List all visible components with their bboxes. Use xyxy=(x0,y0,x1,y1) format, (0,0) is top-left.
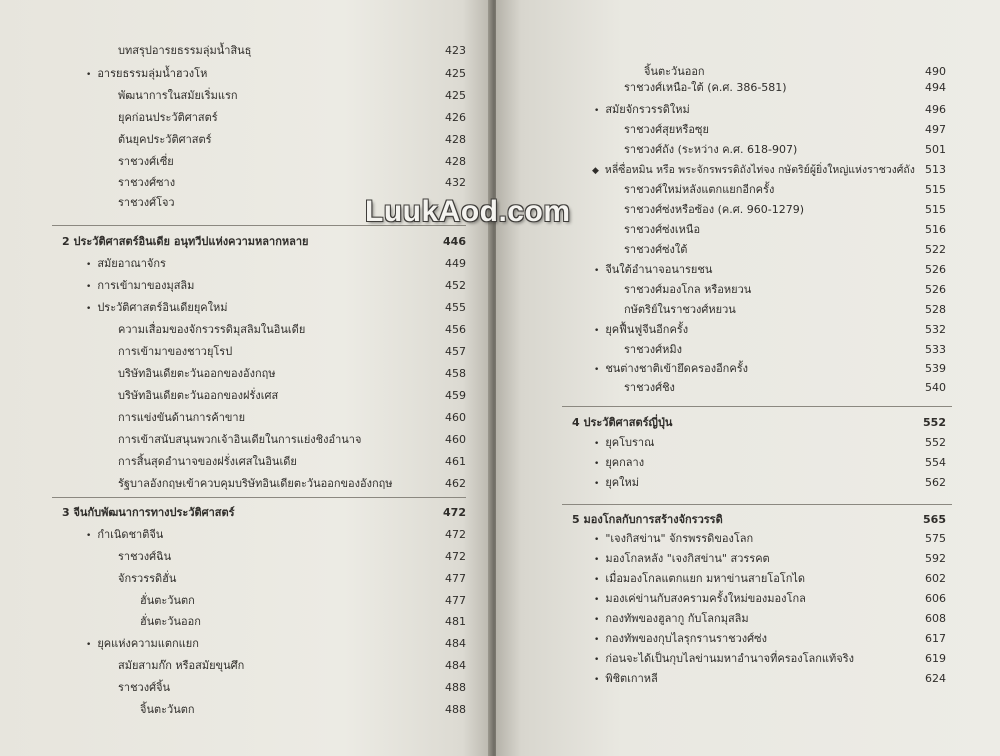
section-divider xyxy=(52,497,466,498)
toc-entry-page: 494 xyxy=(925,81,946,94)
bullet-icon: • xyxy=(594,675,600,685)
toc-entry-title: ความเสื่อมของจักรวรรดิมุสลิมในอินเดีย xyxy=(118,323,306,336)
toc-entry xyxy=(118,430,466,450)
toc-entry xyxy=(118,547,466,567)
bullet-icon: • xyxy=(594,365,600,375)
toc-entry-page: 488 xyxy=(445,681,466,694)
toc-entry xyxy=(594,473,974,493)
toc-entry-page: 562 xyxy=(925,476,946,489)
toc-entry-title: ยุคแห่งความแตกแยก xyxy=(97,637,199,650)
toc-entry xyxy=(86,298,466,318)
chapter-title: 5 มองโกลกับการสร้างจักรวรรดิ xyxy=(572,513,723,526)
bullet-icon: • xyxy=(86,282,92,292)
toc-entry-title: การแข่งขันด้านการค้าขาย xyxy=(118,411,246,424)
toc-entry xyxy=(140,612,466,632)
toc-entry-title: มองโกลหลัง "เจงกิสข่าน" สวรรคต xyxy=(605,552,770,565)
toc-entry xyxy=(86,254,466,274)
toc-entry-page: 432 xyxy=(445,176,466,189)
section-divider xyxy=(562,504,952,505)
toc-entry xyxy=(86,634,466,654)
bullet-icon: • xyxy=(594,615,600,625)
bullet-icon: • xyxy=(594,595,600,605)
toc-entry-title: กองทัพของกุบไลรุกรานราชวงศ์ซ่ง xyxy=(605,632,767,645)
toc-entry-title: ราชวงศ์ซ่งหรือซ้อง (ค.ศ. 960-1279) xyxy=(624,203,804,216)
section-divider xyxy=(562,406,952,407)
toc-entry-page: 456 xyxy=(445,323,466,336)
bullet-icon: • xyxy=(86,260,92,270)
toc-entry-title: ราชวงศ์ซ่งใต้ xyxy=(624,243,688,256)
toc-entry-page: 488 xyxy=(445,703,466,716)
bullet-icon: • xyxy=(86,531,92,541)
toc-entry-title: ราชวงศ์สุยหรือซุย xyxy=(624,123,709,136)
toc-entry-page: 592 xyxy=(925,552,946,565)
toc-entry-page: 617 xyxy=(925,632,946,645)
toc-entry-page: 624 xyxy=(925,672,946,685)
toc-entry-title: ยุคใหม่ xyxy=(605,476,639,489)
toc-entry-title: ราชวงศ์ถัง (ระหว่าง ค.ศ. 618-907) xyxy=(624,143,798,156)
toc-entry xyxy=(118,86,466,106)
toc-entry-title: สมัยอาณาจักร xyxy=(97,257,166,270)
toc-entry-page: 526 xyxy=(925,283,946,296)
toc-entry-page: 423 xyxy=(445,44,466,57)
bullet-icon: • xyxy=(594,635,600,645)
bullet-icon: • xyxy=(594,266,600,276)
toc-entry-page: 462 xyxy=(445,477,466,490)
bullet-icon: • xyxy=(594,655,600,665)
toc-entry-title: ราชวงศ์ฉิน xyxy=(118,550,172,563)
toc-entry-title: มองเค่ข่านกับสงครามครั้งใหม่ของมองโกล xyxy=(605,592,806,605)
toc-entry xyxy=(118,152,466,172)
toc-entry-page: 455 xyxy=(445,301,466,314)
toc-entry-page: 472 xyxy=(445,550,466,563)
toc-entry-page: 516 xyxy=(925,223,946,236)
toc-entry-title: จักรวรรดิฮั่น xyxy=(118,572,177,585)
toc-entry-title: ยุคโบราณ xyxy=(605,436,655,449)
chapter-heading xyxy=(572,413,974,433)
toc-entry-page: 554 xyxy=(925,456,946,469)
toc-entry xyxy=(624,140,974,160)
toc-entry-title: ราชวงศ์ใหม่หลังแตกแยกอีกครั้ง xyxy=(624,183,775,196)
toc-entry xyxy=(624,378,974,398)
toc-entry-page: 457 xyxy=(445,345,466,358)
toc-entry-title: ก่อนจะได้เป็นกุบไลข่านมหาอำนาจที่ครองโลกแท้จริง xyxy=(605,652,854,665)
toc-entry xyxy=(624,280,974,300)
toc-entry-title: ราชวงศ์เซี่ย xyxy=(118,155,174,168)
toc-entry-title: บริษัทอินเดียตะวันออกของอังกฤษ xyxy=(118,367,276,380)
toc-entry-page: 513 xyxy=(925,163,946,176)
toc-entry-title: ราชวงศ์ซ่งเหนือ xyxy=(624,223,701,236)
chapter-page: 446 xyxy=(443,235,466,248)
right-page xyxy=(496,0,1000,756)
toc-entry xyxy=(594,529,974,549)
toc-entry xyxy=(118,320,466,340)
toc-entry xyxy=(624,300,974,320)
toc-entry-page: 477 xyxy=(445,594,466,607)
toc-entry-page: 428 xyxy=(445,155,466,168)
toc-entry-title: ราชวงศ์ชิง xyxy=(624,381,675,394)
toc-entry-title: กำเนิดชาติจีน xyxy=(97,528,164,541)
bullet-icon: • xyxy=(594,326,600,336)
toc-entry xyxy=(594,589,974,609)
toc-entry xyxy=(140,591,466,611)
toc-entry-page: 426 xyxy=(445,111,466,124)
toc-entry-title: จิ้นตะวันออก xyxy=(644,65,705,78)
toc-entry-title: การเข้าสนับสนุนพวกเจ้าอินเดียในการแย่งชิงอำนาจ xyxy=(118,433,362,446)
toc-entry-title: เมื่อมองโกลแตกแยก มหาข่านสายโอโกได xyxy=(605,572,806,585)
toc-entry xyxy=(118,342,466,362)
toc-entry-title: พิชิตเกาหลี xyxy=(605,672,658,685)
toc-entry-page: 606 xyxy=(925,592,946,605)
toc-entry-page: 526 xyxy=(925,263,946,276)
toc-entry-title: กษัตริย์ในราชวงศ์หยวน xyxy=(624,303,736,316)
toc-entry-title: ราชวงศ์หมิง xyxy=(624,343,682,356)
bullet-icon: • xyxy=(594,575,600,585)
watermark-logo: LuukAod.com xyxy=(365,195,571,228)
toc-entry-page: 460 xyxy=(445,433,466,446)
toc-entry xyxy=(624,180,974,200)
bullet-icon: • xyxy=(594,106,600,116)
toc-entry xyxy=(118,569,466,589)
toc-entry xyxy=(594,260,974,280)
chapter-title: 3 จีนกับพัฒนาการทางประวัติศาสตร์ xyxy=(62,506,235,519)
toc-entry-title: จิ้นตะวันตก xyxy=(140,703,195,716)
toc-entry-page: 619 xyxy=(925,652,946,665)
toc-entry-page: 460 xyxy=(445,411,466,424)
toc-entry xyxy=(594,359,974,379)
toc-entry-title: การสิ้นสุดอำนาจของฝรั่งเศสในอินเดีย xyxy=(118,455,297,468)
bullet-icon: • xyxy=(86,304,92,314)
toc-entry xyxy=(594,100,974,120)
bullet-icon: • xyxy=(594,535,600,545)
toc-entry xyxy=(624,240,974,260)
toc-entry xyxy=(86,64,466,84)
toc-entry xyxy=(594,669,974,689)
toc-entry-title: หลี่ซื่อหมิน หรือ พระจักรพรรดิถังไท่จง กษัตริย์ผู้ยิ่งใหญ่แห่งราชวงศ์ถัง xyxy=(604,164,915,176)
toc-entry xyxy=(594,453,974,473)
toc-entry xyxy=(118,173,466,193)
toc-entry-page: 515 xyxy=(925,183,946,196)
toc-entry-title: ราชวงศ์เหนือ-ใต้ (ค.ศ. 386-581) xyxy=(624,81,787,94)
toc-entry-title: รัฐบาลอังกฤษเข้าควบคุมบริษัทอินเดียตะวันออกของอังกฤษ xyxy=(118,477,393,490)
toc-entry xyxy=(624,78,974,98)
toc-entry xyxy=(594,609,974,629)
toc-entry xyxy=(118,386,466,406)
toc-entry-page: 532 xyxy=(925,323,946,336)
toc-entry-page: 552 xyxy=(925,436,946,449)
bullet-icon: • xyxy=(594,459,600,469)
toc-entry xyxy=(624,120,974,140)
toc-entry-page: 608 xyxy=(925,612,946,625)
chapter-page: 552 xyxy=(923,416,946,429)
toc-entry xyxy=(118,474,466,494)
toc-entry-page: 496 xyxy=(925,103,946,116)
chapter-title: 4 ประวัติศาสตร์ญี่ปุ่น xyxy=(572,416,673,429)
toc-entry xyxy=(86,276,466,296)
toc-entry-page: 458 xyxy=(445,367,466,380)
toc-entry xyxy=(594,569,974,589)
toc-entry-page: 515 xyxy=(925,203,946,216)
chapter-title: 2 ประวัติศาสตร์อินเดีย อนุทวีปแห่งความหลากหลาย xyxy=(62,235,309,248)
toc-entry-title: ยุคกลาง xyxy=(605,456,645,469)
chapter-heading xyxy=(572,510,974,530)
toc-entry-page: 452 xyxy=(445,279,466,292)
toc-entry xyxy=(118,452,466,472)
toc-entry xyxy=(594,649,974,669)
toc-entry-title: ยุคฟื้นฟูจีนอีกครั้ง xyxy=(605,323,689,336)
toc-entry xyxy=(118,41,466,61)
toc-entry xyxy=(592,160,974,180)
toc-entry-title: ประวัติศาสตร์อินเดียยุคใหม่ xyxy=(97,301,228,314)
toc-entry-title: ยุคก่อนประวัติศาสตร์ xyxy=(118,111,218,124)
bullet-icon: • xyxy=(594,555,600,565)
toc-entry-title: ชนต่างชาติเข้ายึดครองอีกครั้ง xyxy=(605,362,748,375)
toc-entry-page: 533 xyxy=(925,343,946,356)
toc-entry-title: บริษัทอินเดียตะวันออกของฝรั่งเศส xyxy=(118,389,279,402)
diamond-bullet-icon: ◆ xyxy=(592,166,599,176)
toc-entry-page: 501 xyxy=(925,143,946,156)
toc-entry xyxy=(594,549,974,569)
bullet-icon: • xyxy=(86,70,92,80)
toc-entry xyxy=(594,320,974,340)
toc-entry-title: ฮั่นตะวันตก xyxy=(140,594,195,607)
toc-entry-title: ราชวงศ์ซาง xyxy=(118,176,176,189)
toc-entry-title: พัฒนาการในสมัยเริ่มแรก xyxy=(118,89,238,102)
toc-entry xyxy=(140,700,466,720)
toc-entry-page: 528 xyxy=(925,303,946,316)
bullet-icon: • xyxy=(86,640,92,650)
toc-entry-page: 449 xyxy=(445,257,466,270)
bullet-icon: • xyxy=(594,439,600,449)
toc-entry-page: 497 xyxy=(925,123,946,136)
toc-entry-title: สมัยจักรวรรดิใหม่ xyxy=(605,103,690,116)
toc-entry-page: 477 xyxy=(445,572,466,585)
toc-entry-page: 539 xyxy=(925,362,946,375)
toc-entry xyxy=(118,678,466,698)
toc-entry xyxy=(624,220,974,240)
toc-entry-title: การเข้ามาของมุสลิม xyxy=(97,279,195,292)
toc-entry xyxy=(594,629,974,649)
toc-entry-title: "เจงกิสข่าน" จักรพรรดิของโลก xyxy=(605,532,754,545)
toc-entry-page: 522 xyxy=(925,243,946,256)
toc-entry-title: ต้นยุคประวัติศาสตร์ xyxy=(118,133,212,146)
toc-entry-title: ราชวงศ์จิ้น xyxy=(118,681,171,694)
chapter-heading xyxy=(62,232,466,252)
toc-entry-title: ราชวงศ์โจว xyxy=(118,196,175,209)
toc-entry xyxy=(118,656,466,676)
toc-entry-page: 490 xyxy=(925,65,946,78)
toc-entry-page: 425 xyxy=(445,89,466,102)
toc-entry xyxy=(624,340,974,360)
bullet-icon: • xyxy=(594,479,600,489)
toc-entry-page: 540 xyxy=(925,381,946,394)
chapter-heading xyxy=(62,503,466,523)
toc-entry xyxy=(594,433,974,453)
toc-entry-page: 472 xyxy=(445,528,466,541)
toc-entry-page: 428 xyxy=(445,133,466,146)
toc-entry-title: การเข้ามาของชาวยุโรป xyxy=(118,345,233,358)
toc-entry-page: 425 xyxy=(445,67,466,80)
toc-entry-page: 461 xyxy=(445,455,466,468)
toc-entry xyxy=(624,200,974,220)
toc-entry-page: 481 xyxy=(445,615,466,628)
chapter-page: 472 xyxy=(443,506,466,519)
toc-entry-page: 602 xyxy=(925,572,946,585)
toc-entry-page: 575 xyxy=(925,532,946,545)
toc-entry xyxy=(86,525,466,545)
chapter-page: 565 xyxy=(923,513,946,526)
toc-entry-title: อารยธรรมลุ่มน้ำฮวงโห xyxy=(97,67,208,80)
toc-entry-title: สมัยสามก๊ก หรือสมัยขุนศึก xyxy=(118,659,245,672)
toc-entry-page: 484 xyxy=(445,637,466,650)
toc-entry xyxy=(118,108,466,128)
toc-entry-title: จีนใต้อำนาจอนารยชน xyxy=(605,263,713,276)
toc-entry-title: ราชวงศ์มองโกล หรือหยวน xyxy=(624,283,752,296)
toc-entry-title: กองทัพของฮูลากู กับโลกมุสลิม xyxy=(605,612,749,625)
toc-entry xyxy=(118,130,466,150)
toc-entry-title: บทสรุปอารยธรรมลุ่มน้ำสินธุ xyxy=(118,44,252,57)
toc-entry-page: 459 xyxy=(445,389,466,402)
toc-entry xyxy=(118,364,466,384)
left-page xyxy=(0,0,492,756)
toc-entry xyxy=(118,408,466,428)
toc-entry-title: ฮั่นตะวันออก xyxy=(140,615,201,628)
toc-entry-page: 484 xyxy=(445,659,466,672)
